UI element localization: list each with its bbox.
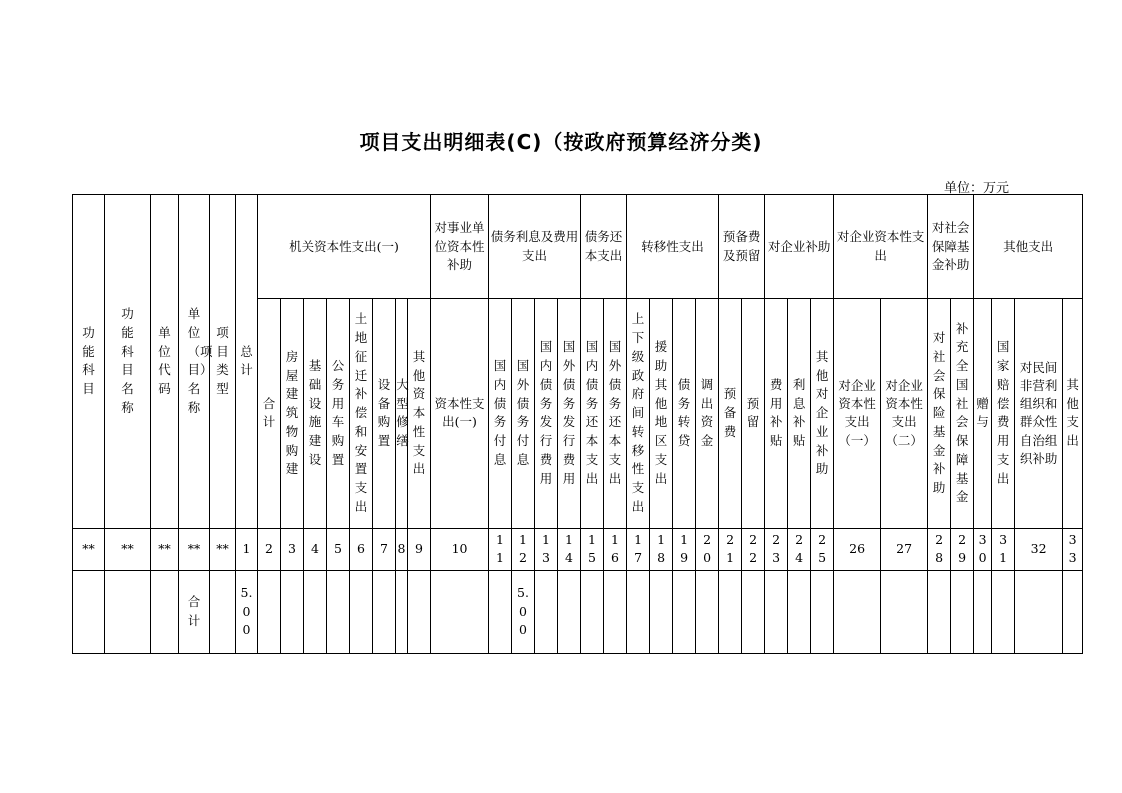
sub-header-3-4-text: 国外债务发行费用 [562,339,576,486]
total-cell [512,570,535,653]
index-cell-text: 23 [772,531,781,566]
index-cell [742,528,765,570]
index-cell-text: 25 [818,531,827,566]
sub-header-1-4-text: 公务用车购置 [331,358,345,467]
sub-header-5-4-text: 调出资金 [700,376,714,449]
total-cell [928,570,951,653]
index-cell-text: 20 [703,531,712,566]
index-cell: 5 [327,528,350,570]
total-cell [834,570,881,653]
sub-header-3-2 [512,299,535,529]
group-header-6: 预备费及预留 [719,195,765,299]
total-cell [581,570,604,653]
col-header-1 [73,195,105,529]
total-cell [1063,570,1083,653]
group-header-7: 对企业补助 [765,195,834,299]
index-cell [1063,528,1083,570]
total-cell [992,570,1015,653]
sub-header-1-1-text: 合计 [262,395,276,430]
index-cell: 1 [236,528,258,570]
index-cell [210,528,236,570]
index-cell [974,528,992,570]
total-cell [327,570,350,653]
total-cell [719,570,742,653]
header-row-groups [73,195,1083,299]
index-cell: ** [105,528,151,570]
total-cell [765,570,788,653]
index-cell: 2 [258,528,281,570]
sub-header-10-2-text: 国家赔偿费用支出 [996,339,1010,486]
sub-header-1-5 [350,299,373,529]
sub-header-3-2-text: 国外债务付息 [516,358,530,467]
index-cell [512,528,535,570]
index-cell-text: 15 [588,531,596,566]
col-header-2-text: 功能科目名称 [121,306,134,415]
index-cell-text: 14 [565,531,573,566]
sub-header-7-3-text: 其他对企业补助 [815,348,829,477]
sub-header-6-1-text: 预备费 [723,386,737,439]
sub-header-7-1-text: 费用补贴 [769,376,783,449]
index-cell [951,528,974,570]
index-cell: ** [179,528,210,570]
index-cell-text: ** [158,540,171,556]
total-cell [1015,570,1063,653]
total-cell [373,570,396,653]
total-cell [535,570,558,653]
index-cell [992,528,1015,570]
sub-header-9-1 [928,299,951,529]
total-cell [951,570,974,653]
index-cell-text: 33 [1068,531,1077,566]
total-cell [431,570,489,653]
index-cell-text: 17 [634,531,643,566]
total-cell [974,570,992,653]
index-cell-text: 22 [749,531,758,566]
sub-header-7-1 [765,299,788,529]
sub-header-1-6 [373,299,396,529]
sub-header-1-7 [396,299,408,529]
index-cell: 8 [396,528,408,570]
index-cell: 26 [834,528,881,570]
col-header-5 [210,195,236,529]
total-cell-text: 合计 [187,594,201,628]
sub-header-5-2 [650,299,673,529]
sub-header-9-2 [951,299,974,529]
index-cell [765,528,788,570]
sub-header-9-1-text: 对社会保险基金补助 [932,330,946,496]
index-cell: 3 [281,528,304,570]
sub-header-10-4-text: 其他支出 [1066,376,1079,449]
total-cell [151,570,179,653]
sub-header-1-5-text: 土地征迁补偿和安置支出 [354,311,368,514]
total-cell [258,570,281,653]
budget-table [72,194,1083,654]
index-cell-text: 18 [657,531,666,566]
index-cell: ** [73,528,105,570]
sub-header-10-1 [974,299,992,529]
index-cell: 6 [350,528,373,570]
index-cell [811,528,834,570]
index-cell: 4 [304,528,327,570]
total-cell [881,570,928,653]
col-header-4-text: 单位（项目）名称 [187,306,213,415]
total-cell [304,570,327,653]
index-cell: 10 [431,528,489,570]
total-cell [396,570,408,653]
sub-header-5-3-text: 债务转贷 [677,376,691,449]
sub-header-10-3: 对民间非营利组织和群众性自治组织补助 [1015,299,1063,529]
total-cell [627,570,650,653]
sub-header-4-2-text: 国外债务还本支出 [608,339,622,486]
unit-label: 单位：万元 [944,181,1010,196]
total-cell [350,570,373,653]
sub-header-7-2-text: 利息补贴 [792,376,806,449]
sub-header-1-7-text: 大型修缮 [396,376,409,449]
index-cell: 32 [1015,528,1063,570]
sub-header-1-8-text: 其他资本性支出 [412,348,426,477]
index-cell-text: 21 [726,531,735,566]
total-cell [604,570,627,653]
index-cell-text: 19 [680,531,689,566]
group-header-2: 对事业单位资本性补助 [431,195,489,299]
sub-header-5-4 [696,299,719,529]
sub-header-10-1-text: 赠与 [976,395,989,430]
sub-header-1-3 [304,299,327,529]
index-cell-text: 11 [496,531,504,566]
group-header-3: 债务利息及费用支出 [489,195,581,299]
total-cell [105,570,151,653]
sub-header-5-1 [627,299,650,529]
total-cell [811,570,834,653]
index-cell-text: 30 [978,531,987,566]
sub-header-1-6-text: 设备购置 [377,376,391,449]
group-header-10: 其他支出 [974,195,1083,299]
sub-header-8-1: 对企业资本性支出（一） [834,299,881,529]
sub-header-7-3 [811,299,834,529]
sub-header-1-4 [327,299,350,529]
col-header-6-text: 总计 [240,343,253,378]
total-cell [179,570,210,653]
sub-header-1-2 [281,299,304,529]
sub-header-5-3 [673,299,696,529]
sub-header-3-1-text: 国内债务付息 [493,358,507,467]
total-cell [73,570,105,653]
index-cell: 9 [408,528,431,570]
sub-header-1-2-text: 房屋建筑物购建 [285,348,299,477]
index-cell [928,528,951,570]
sub-header-3-1 [489,299,512,529]
sub-header-4-1 [581,299,604,529]
index-cell: 7 [373,528,396,570]
sub-header-6-2 [742,299,765,529]
total-cell [408,570,431,653]
index-cell: 27 [881,528,928,570]
sub-header-10-2 [992,299,1015,529]
sub-header-1-1 [258,299,281,529]
group-header-5: 转移性支出 [627,195,719,299]
index-row [73,528,1083,570]
index-cell-text: 12 [519,531,527,566]
col-header-1-text: 功能科目 [82,324,95,397]
total-cell [489,570,512,653]
sub-header-3-4 [558,299,581,529]
sub-header-5-1-text: 上下级政府间转移性支出 [631,311,645,514]
sub-header-10-4 [1063,299,1083,529]
total-cell [673,570,696,653]
index-cell [489,528,512,570]
index-cell [535,528,558,570]
sub-header-8-2: 对企业资本性支出（二） [881,299,928,529]
col-header-6 [236,195,258,529]
index-cell-text: 13 [542,531,550,566]
total-row [73,570,1083,653]
total-cell [742,570,765,653]
col-header-4 [179,195,213,529]
index-cell-text: 31 [999,531,1008,566]
total-cell [650,570,673,653]
total-cell [696,570,719,653]
group-header-1: 机关资本性支出(一) [258,195,431,299]
index-cell [581,528,604,570]
group-header-9: 对社会保障基金补助 [928,195,974,299]
page-title: 项目支出明细表(C)（按政府预算经济分类) [359,130,763,154]
sub-header-6-1 [719,299,742,529]
index-cell [673,528,696,570]
total-cell [236,570,258,653]
sub-header-1-8 [408,299,431,529]
total-cell-text: 5.00 [517,584,529,638]
sub-header-3-3-text: 国内债务发行费用 [539,339,553,486]
total-cell-text: 5.00 [240,584,253,638]
index-cell-text: 24 [795,531,804,566]
sub-header-7-2 [788,299,811,529]
total-cell [558,570,581,653]
index-cell [627,528,650,570]
index-cell [151,528,179,570]
index-cell [604,528,627,570]
sub-header-4-2 [604,299,627,529]
sub-header-9-2-text: 补充全国社会保障基金 [955,320,969,505]
col-header-2 [105,195,151,529]
index-cell-text: 16 [611,531,619,566]
index-cell [719,528,742,570]
index-cell-text: 29 [958,531,967,566]
index-cell-text: ** [216,540,229,556]
total-cell [281,570,304,653]
sub-header-5-2-text: 援助其他地区支出 [654,339,668,486]
col-header-3 [151,195,179,529]
index-cell [650,528,673,570]
index-cell [696,528,719,570]
sub-header-1-3-text: 基础设施建设 [308,358,322,467]
col-header-3-text: 单位代码 [158,324,171,397]
sub-header-4-1-text: 国内债务还本支出 [585,339,599,486]
sub-header-6-2-text: 预留 [746,395,760,430]
group-header-4: 债务还本支出 [581,195,627,299]
sub-header-2-1: 资本性支出(一) [431,299,489,529]
index-cell [788,528,811,570]
group-header-8: 对企业资本性支出 [834,195,928,299]
col-header-5-text: 项目类型 [216,324,229,397]
index-cell [558,528,581,570]
index-cell-text: 28 [935,531,944,566]
total-cell [788,570,811,653]
sub-header-3-3 [535,299,558,529]
total-cell [210,570,236,653]
